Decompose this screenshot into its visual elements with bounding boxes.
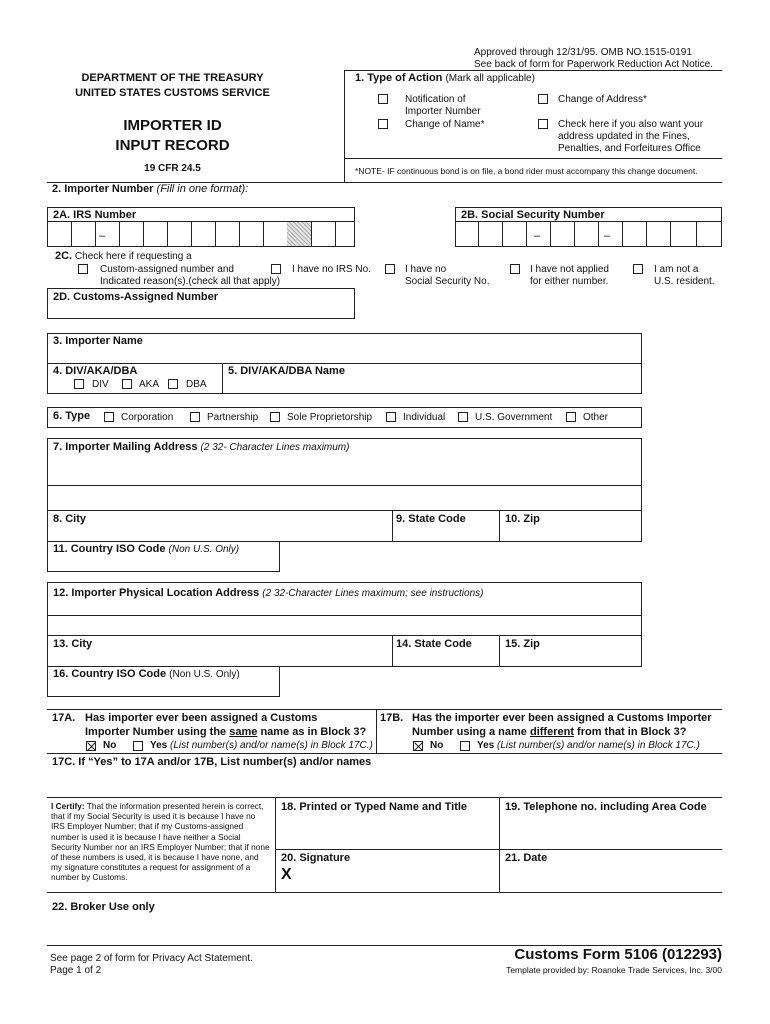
page-number: Page 1 of 2 [50,965,102,976]
importer-name-label: 3. Importer Name [53,335,143,347]
block17c-field[interactable] [47,770,722,796]
form-title-line1: IMPORTER ID [123,117,222,134]
bond-note: *NOTE- IF continuous bond is on file, a bond rider must accompany this change document. [355,166,698,176]
not-applied-label: I have not applied for either number. [530,264,609,287]
individual-label: Individual [403,412,446,423]
block17a-yes-checkbox[interactable] [133,741,143,751]
template-credit: Template provided by: Roanoke Trade Services, Inc. 3/00 [506,965,722,975]
no-ssn-label: I have no Social Security No. [405,264,490,287]
not-resident-label: I am not a U.S. resident. [654,264,715,287]
change-name-checkbox[interactable] [378,119,388,129]
not-resident-checkbox[interactable] [633,264,643,274]
aka-label: AKA [139,379,160,390]
physical-city-label: 13. City [53,638,93,650]
block2c-label: 2C. Check here if requesting a [55,250,192,262]
service-name: UNITED STATES CUSTOMS SERVICE [75,87,270,99]
type-label: 6. Type [53,410,91,422]
update-fines-checkbox[interactable] [538,119,548,129]
broker-use-label: 22. Broker Use only [52,901,155,913]
zip-label: 10. Zip [505,513,540,525]
other-type-label: Other [583,412,609,423]
custom-assigned-label: Custom-assigned number and Indicated reason(s).(check all that apply) [100,264,281,287]
div-aka-dba-name-field[interactable] [223,378,641,393]
div-label: DIV [92,379,109,390]
date-label: 21. Date [505,852,548,864]
certification-text: I Certify: That the information presented herein is correct, that if my Social Security is used it is because I have no IRS Employer Number; that if my Customs-assigned number is used it is because I have neither a Social Security Number nor an IRS Employer Number; that if none of these numbers is used, it is because I have none, and my signature constitutes a request for assignment of a number by Customs. [51,801,270,883]
irs-number-label: 2A. IRS Number [53,209,137,221]
block17a-yes-label: Yes (List number(s) and/or name(s) in Block 17C.) [150,740,373,751]
shaded-cell [287,222,311,246]
physical-state-code-label: 14. State Code [396,638,472,650]
not-applied-checkbox[interactable] [510,264,520,274]
us-government-label: U.S. Government [475,412,553,423]
date-field[interactable] [500,866,721,891]
block17a-no-label: No [103,740,117,751]
block17a-question: Has importer ever been assigned a Customs [85,712,318,724]
div-aka-dba-label: 4. DIV/AKA/DBA [53,365,138,377]
telephone-label: 19. Telephone no. including Area Code [505,801,707,813]
partnership-label: Partnership [207,412,259,423]
physical-zip-label: 15. Zip [505,638,540,650]
dba-checkbox[interactable] [168,379,178,389]
block17b-question-2: Number using a name different from that in Block 3? [412,726,687,738]
block17a-number: 17A. [52,712,76,724]
customs-assigned-label: 2D. Customs-Assigned Number [53,291,219,303]
no-irs-checkbox[interactable] [271,264,281,274]
block17b-question: Has the importer ever been assigned a Customs Importer [412,712,712,724]
signature-x-mark: X [281,866,292,883]
ssn-label: 2B. Social Security Number [461,209,605,221]
dba-label: DBA [186,379,207,390]
change-name-label: Change of Name* [405,119,485,130]
printed-name-label: 18. Printed or Typed Name and Title [281,801,468,813]
physical-country-iso-label: 16. Country ISO Code (Non U.S. Only) [53,668,240,680]
corporation-checkbox[interactable] [104,412,114,422]
custom-assigned-checkbox[interactable] [78,264,88,274]
mailing-address-label: 7. Importer Mailing Address (2 32- Character Lines maximum) [53,441,350,453]
telephone-field[interactable] [500,816,721,848]
no-ssn-checkbox[interactable] [385,264,395,274]
div-aka-dba-name-label: 5. DIV/AKA/DBA Name [228,365,345,377]
block17b-no-label: No [430,740,444,751]
block17b-no-checkbox[interactable] [413,741,423,751]
form-identifier: Customs Form 5106 (012293) [514,946,722,963]
signature-field[interactable] [296,866,498,891]
privacy-note: See page 2 of form for Privacy Act Statement. [50,953,253,964]
type-of-action-label: 1. Type of Action (Mark all applicable) [355,72,535,84]
physical-address-label: 12. Importer Physical Location Address (2 32-Character Lines maximum; see instructions) [53,587,484,599]
individual-checkbox[interactable] [386,412,396,422]
paperwork-note: See back of form for Paperwork Reduction Act Notice. [474,59,713,70]
no-irs-label: I have no IRS No. [292,264,371,275]
block17a-no-checkbox[interactable] [86,741,96,751]
country-iso-label: 11. Country ISO Code (Non U.S. Only) [53,543,240,555]
corporation-label: Corporation [121,412,174,423]
signature-label: 20. Signature [281,852,351,864]
update-fines-label: Check here if you also want your address updated in the Fines, Penalties, and Forfeitures Office [558,119,704,154]
sole-proprietorship-checkbox[interactable] [270,412,280,422]
notification-checkbox[interactable] [378,94,388,104]
irs-dash: – [99,230,106,242]
div-checkbox[interactable] [74,379,84,389]
printed-name-field[interactable] [276,816,498,848]
change-address-label: Change of Address* [558,94,647,105]
other-type-checkbox[interactable] [566,412,576,422]
block17b-number: 17B. [380,712,404,724]
form-title-line2: INPUT RECORD [115,137,230,154]
cfr-reference: 19 CFR 24.5 [144,163,201,174]
block17b-yes-checkbox[interactable] [460,741,470,751]
partnership-checkbox[interactable] [190,412,200,422]
importer-number-label: 2. Importer Number (Fill in one format): [52,183,249,195]
approval-text: Approved through 12/31/95. OMB NO.1515-0191 [474,47,692,58]
ssn-dash-1: – [534,230,541,242]
notification-label: Notification of Importer Number [405,94,481,117]
us-government-checkbox[interactable] [458,412,468,422]
state-code-label: 9. State Code [396,513,466,525]
ssn-dash-2: – [604,230,611,242]
block17c-label: 17C. If “Yes” to 17A and/or 17B, List number(s) and/or names [52,756,372,768]
block17b-yes-label: Yes (List number(s) and/or name(s) in Block 17C.) [477,740,700,751]
sole-proprietorship-label: Sole Proprietorship [287,412,373,423]
city-label: 8. City [53,513,87,525]
aka-checkbox[interactable] [122,379,132,389]
change-address-checkbox[interactable] [538,94,548,104]
department-name: DEPARTMENT OF THE TREASURY [81,72,264,84]
block17a-question-2: Importer Number using the same name as in Block 3? [85,726,367,738]
